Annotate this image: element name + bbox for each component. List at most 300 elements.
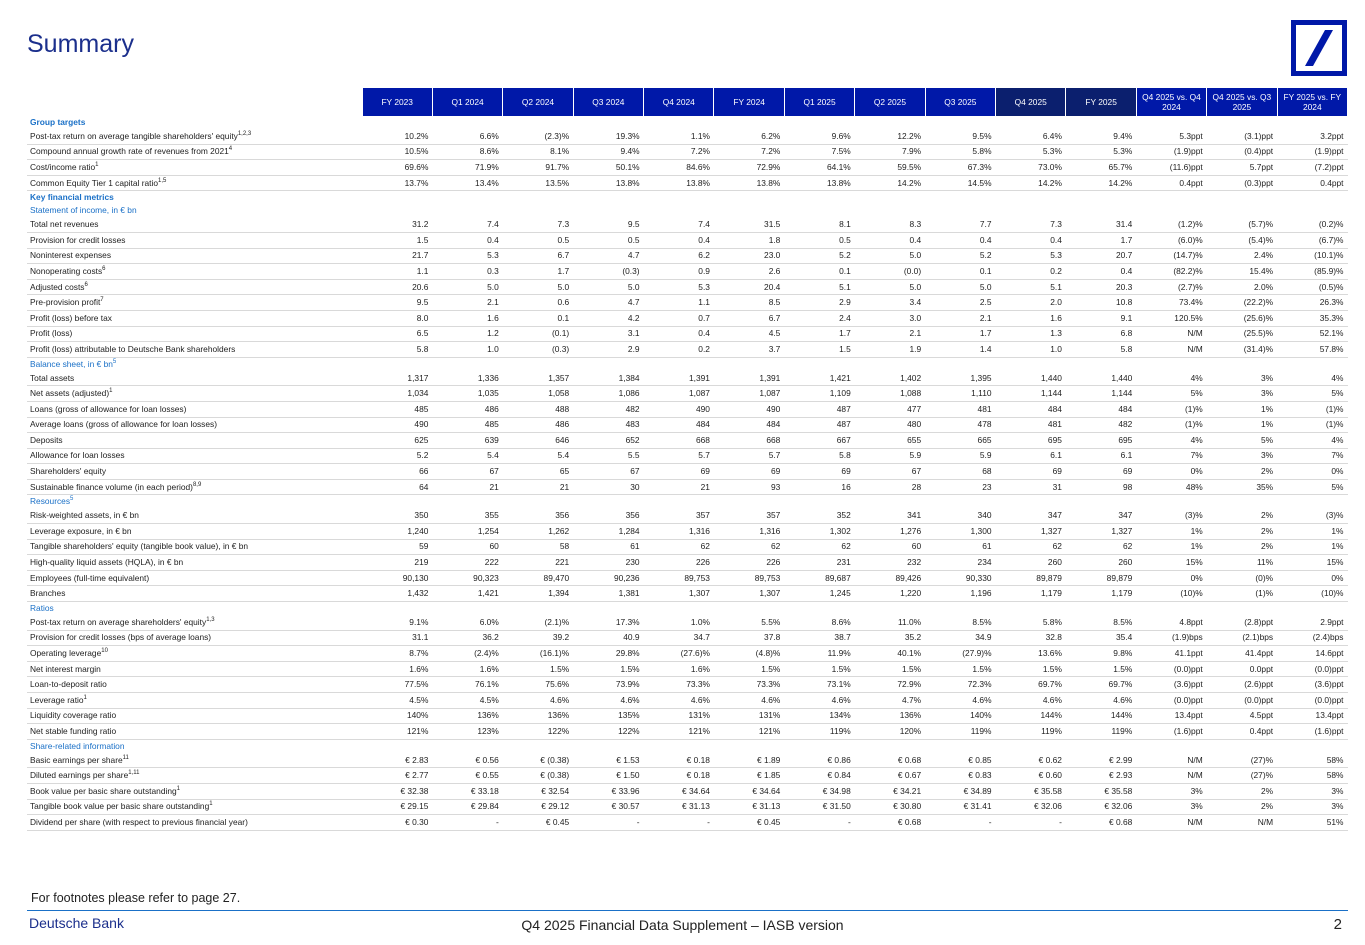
table-cell: 67 [573,464,643,480]
table-cell: 484 [996,401,1066,417]
table-cell: 347 [996,508,1066,523]
table-cell: 14.6ppt [1277,646,1347,662]
table-cell: 13.6% [996,646,1066,662]
table-cell: 69 [996,464,1066,480]
table-cell: (82.2)% [1136,264,1206,280]
table-cell: 89,426 [855,570,925,586]
table-cell: 5.2 [925,248,995,264]
table-cell: 1.6% [432,661,502,677]
table-cell: 1% [1207,401,1277,417]
row-label [27,129,362,144]
row-label [27,295,362,311]
table-cell: 8.5 [714,295,784,311]
table-cell: 1,421 [432,586,502,602]
row-label [27,144,362,160]
table-cell: 1.1% [644,129,714,144]
table-cell: 5.0 [855,279,925,295]
row-label-text: Provision for credit losses [30,234,126,245]
table-cell: 1.3 [996,326,1066,342]
row-label-text: Basic earnings per share [30,754,123,765]
table-cell: 4.7 [573,295,643,311]
table-cell: (1.6)ppt [1136,724,1206,740]
section-label [27,116,1348,129]
table-cell: 1.5% [996,661,1066,677]
table-cell: 1.9 [855,342,925,358]
table-cell: 5% [1277,386,1347,402]
table-cell: 90,323 [432,570,502,586]
footnote-marker: 4 [228,146,233,153]
table-cell: 0.4 [644,326,714,342]
table-cell: 13.4ppt [1277,708,1347,724]
table-row [27,217,1348,232]
table-cell: (1.9)bps [1136,630,1206,646]
table-cell: 64.1% [784,160,854,176]
table-cell: 485 [362,401,432,417]
table-cell: 9.5 [362,295,432,311]
table-cell: 8.6% [784,615,854,630]
table-cell: 84.6% [644,160,714,176]
table-cell: 20.7 [1066,248,1136,264]
table-cell: 119% [925,724,995,740]
table-cell: (0.0)ppt [1277,661,1347,677]
table-cell: 481 [996,417,1066,433]
table-row [27,570,1348,586]
row-label-text: Provision for credit losses (bps of average loans) [30,632,212,643]
table-cell: 1,432 [362,586,432,602]
table-cell: 1.7 [1066,232,1136,248]
table-cell: 1.5% [503,661,573,677]
table-cell: 13.4ppt [1136,708,1206,724]
table-row [27,160,1348,176]
table-cell: 32.8 [996,630,1066,646]
table-cell: N/M [1207,815,1277,831]
table-cell: € 31.13 [714,799,784,815]
table-cell: 48% [1136,479,1206,495]
table-cell: 9.1% [362,615,432,630]
table-cell: 1.0 [432,342,502,358]
table-cell: 0% [1277,570,1347,586]
table-cell: 1,240 [362,524,432,540]
table-cell: 14.5% [925,175,995,191]
table-cell: 8.7% [362,646,432,662]
table-cell: 490 [644,401,714,417]
table-cell: 57.8% [1277,342,1347,358]
table-cell: 39.2 [503,630,573,646]
table-cell: € 0.85 [925,753,995,768]
table-row [27,768,1348,784]
table-cell: 131% [644,708,714,724]
row-label-text: Net assets (adjusted) [30,388,110,399]
row-label-text: Post-tax return on average tangible shareholders' equity [30,130,238,141]
table-cell: 1.5% [1066,661,1136,677]
table-cell: 1.1 [644,295,714,311]
row-label-text: Diluted earnings per share [30,770,129,781]
table-cell: (2.7)% [1136,279,1206,295]
table-cell: 2% [1207,464,1277,480]
table-cell: 20.6 [362,279,432,295]
table-row [27,646,1348,662]
table-cell: 2.0 [996,295,1066,311]
table-cell: 23 [925,479,995,495]
table-cell: - [644,815,714,831]
table-cell: 5.5% [714,615,784,630]
table-cell: 1,336 [432,371,502,386]
table-cell: 1.6% [644,661,714,677]
table-cell: € 29.15 [362,799,432,815]
row-label-text: Tangible shareholders' equity (tangible book value), in € bn [30,541,249,552]
table-cell: 98 [1066,479,1136,495]
footnote-marker: 1 [176,785,181,792]
summary-table [27,88,1348,831]
table-cell: 646 [503,433,573,449]
row-label-text: Employees (full-time equivalent) [30,572,150,583]
table-cell: € 1.50 [573,768,643,784]
table-cell: 89,470 [503,570,573,586]
table-cell: 4% [1136,371,1206,386]
table-cell: 3% [1207,371,1277,386]
table-cell: 16 [784,479,854,495]
row-label [27,160,362,176]
table-cell: € 0.67 [855,768,925,784]
footnote-marker: 5 [112,358,117,365]
table-cell: 9.4% [1066,129,1136,144]
table-cell: 35.2 [855,630,925,646]
column-header: FY 2023 [362,88,432,116]
table-cell: 8.6% [432,144,502,160]
table-cell: (2.3)% [503,129,573,144]
table-cell: 19.3% [573,129,643,144]
table-cell: 639 [432,433,502,449]
table-row [27,630,1348,646]
table-cell: 1,384 [573,371,643,386]
table-cell: 9.6% [784,129,854,144]
footnote-marker: 10 [101,648,108,655]
table-row [27,232,1348,248]
table-cell: 5.3% [996,144,1066,160]
table-cell: 4.6% [925,693,995,709]
table-cell: 7.2% [644,144,714,160]
table-cell: 4.7 [573,248,643,264]
table-cell: 10.2% [362,129,432,144]
table-cell: 0% [1136,570,1206,586]
table-cell: € (0.38) [503,753,573,768]
row-label [27,479,362,495]
section-label [27,739,1348,753]
table-cell: 13.8% [644,175,714,191]
table-cell: (0.3)ppt [1207,175,1277,191]
table-row [27,386,1348,402]
table-cell: € 31.50 [784,799,854,815]
table-row [27,310,1348,326]
table-cell: 655 [855,433,925,449]
row-label-text: Operating leverage [30,648,102,659]
row-label-text: Adjusted costs [30,281,85,292]
table-row [27,342,1348,358]
table-cell: 477 [855,401,925,417]
table-cell: € 29.12 [503,799,573,815]
table-cell: 1,402 [855,371,925,386]
table-cell: 64 [362,479,432,495]
table-cell: 15% [1136,555,1206,571]
section-heading [27,602,1348,616]
table-cell: 232 [855,555,925,571]
table-cell: 667 [784,433,854,449]
table-cell: 6.1 [996,448,1066,464]
table-cell: 31.5 [714,217,784,232]
column-header: FY 2025 [1066,88,1136,116]
section-heading [27,191,1348,205]
table-cell: 134% [784,708,854,724]
row-label [27,371,362,386]
table-cell: 1,307 [714,586,784,602]
table-cell: 1.6 [996,310,1066,326]
table-cell: 4.5ppt [1207,708,1277,724]
table-cell: 8.3 [855,217,925,232]
table-cell: 1,254 [432,524,502,540]
table-cell: 35.3% [1277,310,1347,326]
table-row [27,248,1348,264]
table-cell: 340 [925,508,995,523]
row-label-text: Allowance for loan losses [30,450,125,461]
table-cell: 347 [1066,508,1136,523]
table-cell: 15% [1277,555,1347,571]
table-cell: 1,440 [996,371,1066,386]
row-label [27,661,362,677]
footnote-marker: 6 [102,266,106,273]
table-cell: 4.6% [503,693,573,709]
section-heading [27,495,1348,509]
table-cell: € 33.96 [573,783,643,799]
table-row [27,175,1348,191]
table-cell: 14.2% [996,175,1066,191]
table-cell: 481 [925,401,995,417]
row-label-text: Cost/income ratio [30,161,96,172]
table-cell: 484 [1066,401,1136,417]
table-cell: 0.3 [432,264,502,280]
table-cell: (7.2)ppt [1277,160,1347,176]
table-cell: (1.2)% [1136,217,1206,232]
table-cell: 7.5% [784,144,854,160]
table-cell: 6.1 [1066,448,1136,464]
table-cell: 6.8 [1066,326,1136,342]
table-row [27,661,1348,677]
row-label [27,586,362,602]
table-cell: € 31.13 [644,799,714,815]
page-number: 2 [1333,916,1342,933]
table-cell: 1.0% [644,615,714,630]
table-cell: 357 [714,508,784,523]
row-label-text: Profit (loss) [30,328,73,339]
row-label [27,417,362,433]
table-cell: 668 [644,433,714,449]
table-cell: (1.9)ppt [1277,144,1347,160]
table-cell: 1,110 [925,386,995,402]
row-label-text: Loans (gross of allowance for loan losses) [30,403,187,414]
table-cell: 2.0% [1207,279,1277,295]
table-cell: 3% [1136,799,1206,815]
table-cell: € 0.18 [644,768,714,784]
table-cell: 4.6% [573,693,643,709]
row-label [27,279,362,295]
table-cell: 8.1% [503,144,573,160]
table-cell: (3.1)ppt [1207,129,1277,144]
table-cell: (1.9)ppt [1136,144,1206,160]
section-label-text: Key financial metrics [30,192,114,203]
table-cell: 1.6% [362,661,432,677]
footnote-marker: 1,2,3 [237,131,252,137]
table-cell: 6.4% [996,129,1066,144]
table-cell: 221 [503,555,573,571]
table-cell: 11.9% [784,646,854,662]
table-cell: 7.2% [714,144,784,160]
row-label [27,708,362,724]
table-cell: 8.1 [784,217,854,232]
table-cell: 0.1 [784,264,854,280]
row-label [27,433,362,449]
table-cell: 356 [573,508,643,523]
table-cell: 90,330 [925,570,995,586]
row-label-text: Total assets [30,372,75,383]
table-cell: 20.3 [1066,279,1136,295]
table-row [27,371,1348,386]
table-cell: 1,035 [432,386,502,402]
table-cell: 58% [1277,753,1347,768]
table-cell: 1.5% [714,661,784,677]
table-cell: 73.4% [1136,295,1206,311]
section-label-text: Statement of income, in € bn [30,205,137,216]
table-cell: (1)% [1136,417,1206,433]
table-cell: 1,196 [925,586,995,602]
column-header: FY 2024 [714,88,784,116]
table-cell: 68 [925,464,995,480]
table-cell: 695 [996,433,1066,449]
table-cell: 61 [573,539,643,555]
table-row [27,693,1348,709]
table-cell: 21.7 [362,248,432,264]
table-cell: 222 [432,555,502,571]
table-cell: 3% [1277,783,1347,799]
table-cell: 0.2 [644,342,714,358]
table-row [27,433,1348,449]
table-cell: 260 [1066,555,1136,571]
table-cell: N/M [1136,768,1206,784]
table-cell: 0.4 [855,232,925,248]
table-row [27,295,1348,311]
table-cell: 3% [1207,448,1277,464]
table-cell: 2.1 [925,310,995,326]
table-cell: 50.1% [573,160,643,176]
row-label-text: Risk-weighted assets, in € bn [30,510,139,521]
row-label-text: Profit (loss) attributable to Deutsche Bank shareholders [30,343,236,354]
footnote-marker: 7 [100,297,104,304]
table-cell: 136% [503,708,573,724]
table-cell: 226 [714,555,784,571]
section-label [27,191,1348,205]
table-cell: 5% [1277,479,1347,495]
table-cell: 2% [1207,799,1277,815]
table-cell: 1,357 [503,371,573,386]
table-cell: 1.5 [362,232,432,248]
table-row [27,783,1348,799]
table-cell: 7.7 [925,217,995,232]
table-cell: 1,034 [362,386,432,402]
table-cell: 75.6% [503,677,573,693]
footnote-marker: 1 [95,162,99,169]
table-cell: 1,381 [573,586,643,602]
brand-name: Deutsche Bank [29,915,124,931]
table-cell: € 34.98 [784,783,854,799]
table-cell: 1,245 [784,586,854,602]
row-label [27,799,362,815]
row-label [27,401,362,417]
table-cell: 4.6% [714,693,784,709]
column-header: Q3 2025 [925,88,995,116]
table-cell: (85.9)% [1277,264,1347,280]
table-cell: € 0.18 [644,753,714,768]
table-cell: 40.1% [855,646,925,662]
table-row [27,479,1348,495]
table-cell: 2.9 [784,295,854,311]
footnote-marker: 8,9 [192,481,202,488]
table-cell: € 0.30 [362,815,432,831]
table-cell: 488 [503,401,573,417]
table-cell: (27.9)% [925,646,995,662]
table-cell: 5.0 [855,248,925,264]
table-cell: 10.5% [362,144,432,160]
table-cell: 15.4% [1207,264,1277,280]
table-cell: 71.9% [432,160,502,176]
table-cell: 1.5% [784,661,854,677]
table-cell: 4.5 [714,326,784,342]
table-cell: 0.0ppt [1207,661,1277,677]
column-header: Q4 2024 [644,88,714,116]
row-label-text: Post-tax return on average shareholders' equity [30,616,207,627]
table-cell: 1,179 [1066,586,1136,602]
section-label [27,602,1348,616]
row-label-text: Shareholders' equity [30,466,107,477]
table-cell: € 32.54 [503,783,573,799]
table-cell: 4.8ppt [1136,615,1206,630]
table-cell: 7% [1136,448,1206,464]
table-cell: 483 [573,417,643,433]
table-cell: (1)% [1277,401,1347,417]
table-cell: 231 [784,555,854,571]
table-cell: 5.7 [714,448,784,464]
table-cell: 5.2 [362,448,432,464]
column-header: Q4 2025 vs. Q3 2025 [1207,88,1277,116]
table-cell: € 32.38 [362,783,432,799]
table-cell: 5.4 [432,448,502,464]
table-cell: € 2.93 [1066,768,1136,784]
row-label [27,724,362,740]
table-cell: 1,179 [996,586,1066,602]
table-cell: 5.0 [432,279,502,295]
table-cell: 72.9% [855,677,925,693]
row-label [27,815,362,831]
table-cell: 5.3 [996,248,1066,264]
table-cell: 51% [1277,815,1347,831]
table-cell: (2.1)bps [1207,630,1277,646]
table-cell: 5.9 [925,448,995,464]
row-label-text: Noninterest expenses [30,250,112,261]
table-cell: 352 [784,508,854,523]
row-label [27,753,362,768]
table-cell: 484 [714,417,784,433]
table-cell: 1,391 [644,371,714,386]
table-cell: 69.7% [1066,677,1136,693]
table-cell: 1,220 [855,586,925,602]
table-cell: 5.0 [573,279,643,295]
